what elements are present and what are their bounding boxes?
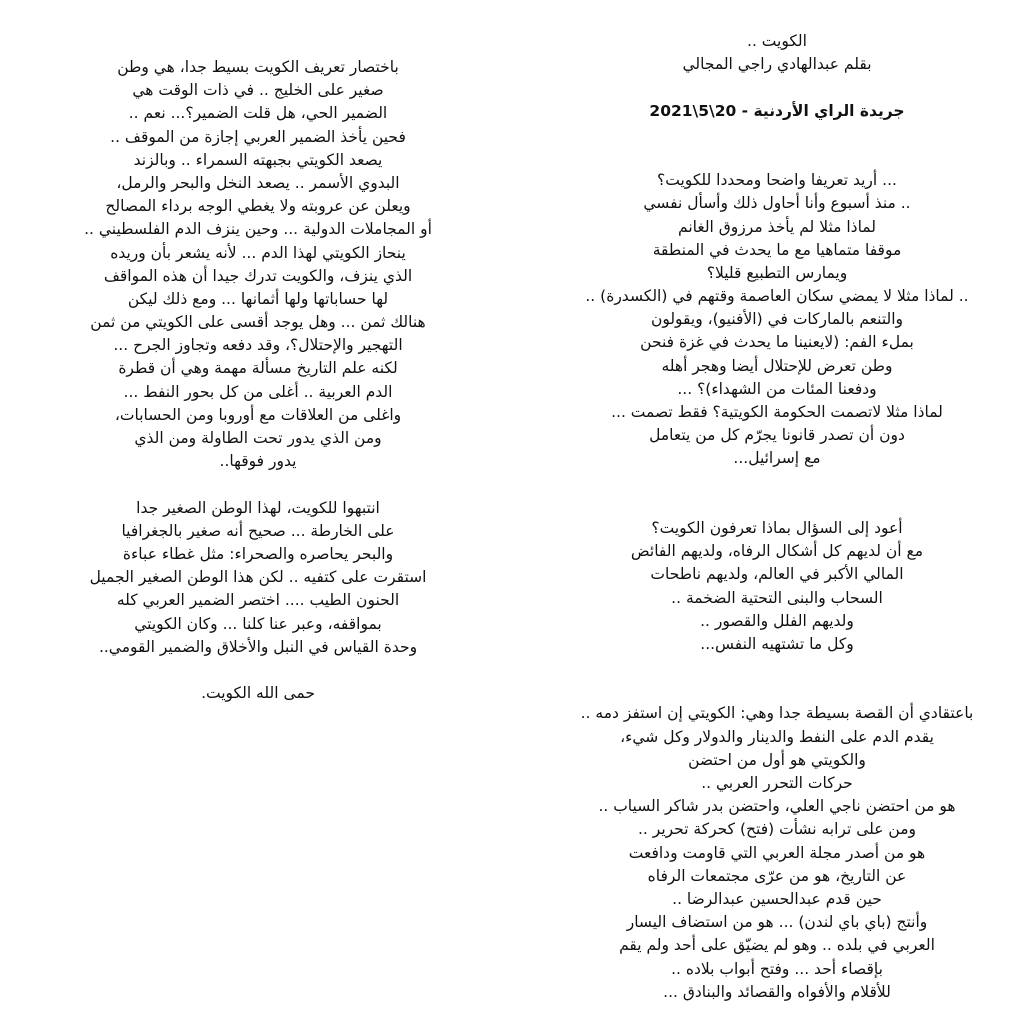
text-line: باختصار تعريف الكويت بسيط جدا، هي وطن: [117, 58, 399, 76]
text-line: السحاب والبنى التحتية الضخمة ..: [671, 588, 883, 607]
spacer: [2, 473, 514, 496]
spacer: [532, 494, 1022, 517]
text-line: أعود إلى السؤال بماذا تعرفون الكويت؟: [651, 518, 903, 537]
text-line: والبحر يحاصره والصحراء: مثل غطاء عباءة: [122, 544, 394, 563]
article-byline: بقلم عبدالهادي راجي المجالي: [682, 55, 872, 74]
text-line: لكنه علم التاريخ مسألة مهمة وهي أن قطرة: [118, 359, 398, 378]
text-line: الدم العربية .. أغلى من كل بحور النفط ...: [123, 382, 393, 401]
spacer: [532, 679, 1022, 702]
paragraph-belief: [532, 702, 1022, 1003]
text-line: الضمير الحي، هل قلت الضمير؟... نعم ..: [128, 104, 388, 123]
text-line: ودفعنا المئات من الشهداء)؟ ...: [677, 379, 877, 398]
text-line: يصعد الكويتي بجبهته السمراء .. وبالزند: [133, 150, 383, 169]
text-line: التهجير والإحتلال؟، وقد دفعه وتجاوز الجرح ...: [113, 336, 403, 355]
text-line: الحنون الطيب .... اختصر الضمير العربي كله: [116, 591, 400, 610]
text-line: يدور فوقها..: [219, 452, 297, 471]
text-line: .. منذ أسبوع وأنا أحاول ذلك وأسأل نفسي: [643, 194, 911, 213]
paragraph-attention: [2, 497, 514, 659]
text-line: هنالك ثمن ... وهل يوجد أقسى على الكويتي من ثمن: [90, 313, 426, 332]
text-line: باعتقادي أن القصة بسيطة جدا وهي: الكويتي إن استفز دمه ..: [580, 704, 974, 723]
article-source: جريدة الراي الأردنية - 20\5\2021: [649, 101, 905, 120]
text-line: بمواقفه، وعبر عنا كلنا ... وكان الكويتي: [134, 614, 382, 633]
text-line: ويمارس التطبيع قليلا؟: [706, 263, 848, 282]
text-line: وأنتج (باي باي لندن) ... هو من استضاف اليسار: [626, 913, 928, 932]
text-line: لها حساباتها ولها أثمانها ... ومع ذلك ليكن: [127, 289, 389, 308]
text-line: دون أن تصدر قانونا يجرّم كل من يتعامل: [649, 426, 905, 445]
spacer: [532, 471, 1022, 494]
text-line: موقفا متماهيا مع ما يحدث في المنطقة: [652, 240, 902, 259]
text-line: صغير على الخليج .. في ذات الوقت هي: [132, 81, 384, 100]
text-line: عن التاريخ، هو من عرّى مجتمعات الرفاه: [647, 866, 907, 885]
spacer: [2, 659, 514, 682]
text-line: بملء الفم: (لايعنينا ما يحدث في غزة فنحن: [640, 333, 914, 352]
text-line: الذي ينزف، والكويت تدرك جيدا أن هذه المواقف: [103, 266, 413, 285]
text-line: ومن على ترابه نشأت (فتح) كحركة تحرير ..: [637, 820, 917, 839]
text-line: البدوي الأسمر .. يصعد النخل والبحر والرمل،: [116, 173, 400, 192]
text-line: والتنعم بالماركات في (الأفنيو)، ويقولون: [650, 310, 904, 329]
text-line: حركات التحرر العربي ..: [701, 774, 853, 792]
text-line: يقدم الدم على النفط والدينار والدولار وكل شيء،: [620, 727, 934, 746]
text-line: على الخارطة ... صحيح أنه صغير بالجغرافيا: [121, 521, 395, 540]
text-line: وحدة القياس في النبل والأخلاق والضمير القومي..: [98, 637, 418, 656]
text-line: مع أن لديهم كل أشكال الرفاه، ولديهم الفائض: [630, 542, 924, 561]
spacer: [532, 146, 1022, 169]
text-line: العربي في بلده .. وهو لم يضيّق على أحد ولم يقم: [619, 936, 935, 955]
paragraph-questions: [532, 169, 1022, 470]
paragraph-wealth: [532, 517, 1022, 656]
spacer: [532, 76, 1022, 99]
text-line: ويعلن عن عروبته ولا يغطي الوجه برداء المصالح: [105, 197, 411, 216]
text-line: واغلى من العلاقات مع أوروبا ومن الحسابات،: [114, 405, 402, 424]
text-line: استقرت على كتفيه .. لكن هذا الوطن الصغير الجميل: [89, 568, 427, 587]
text-line: وكل ما تشتهيه النفس...: [700, 634, 854, 653]
text-line: للأقلام والأفواه والقصائد والبنادق ...: [663, 982, 891, 1001]
article-left-column: [2, 56, 514, 705]
text-line: وطن تعرض للإحتلال أيضا وهجر أهله: [661, 356, 893, 375]
text-line: ومن الذي يدور تحت الطاولة ومن الذي: [134, 429, 382, 447]
text-line: هو من احتضن ناجي العلي، واحتضن بدر شاكر السياب ..: [598, 797, 956, 816]
text-line: بإقصاء أحد ... وفتح أبواب بلاده ..: [671, 959, 883, 978]
text-line: لماذا مثلا لاتصمت الحكومة الكويتية؟ فقط تصمت ...: [611, 403, 943, 421]
text-line: هو من أصدر مجلة العربي التي قاومت ودافعت: [628, 843, 926, 862]
spacer: [532, 656, 1022, 679]
spacer: [532, 123, 1022, 146]
text-line: أو المجاملات الدولية ... وحين ينزف الدم الفلسطيني ..: [84, 220, 432, 239]
text-line: فحين يأخذ الضمير العربي إجازة من الموقف ..: [110, 127, 406, 146]
text-line: ... أريد تعريفا واضحا ومحددا للكويت؟: [657, 171, 897, 190]
text-line: حين قدم عبدالحسين عبدالرضا ..: [672, 889, 882, 908]
text-line: ينحاز الكويتي لهذا الدم ... لأنه يشعر بأن وريده: [110, 243, 406, 262]
text-line: المالي الأكبر في العالم، ولديهم ناطحات: [650, 565, 904, 584]
paragraph-definition: [2, 56, 514, 473]
text-line: .. لماذا مثلا لا يمضي سكان العاصمة وقتهم في (الكسدرة) ..: [585, 287, 969, 306]
text-line: ولديهم الفلل والقصور ..: [700, 611, 854, 630]
text-line: انتبهوا للكويت، لهذا الوطن الصغير جدا: [136, 498, 380, 517]
text-line: والكويتي هو أول من احتضن: [688, 750, 866, 769]
article-right-column: [532, 30, 1022, 1004]
text-line: لماذا مثلا لم يأخذ مرزوق الغانم: [678, 217, 876, 236]
closing-line: حمى الله الكويت.: [201, 684, 315, 703]
text-line: مع إسرائيل...: [733, 449, 821, 468]
article-title: الكويت ..: [747, 32, 807, 50]
